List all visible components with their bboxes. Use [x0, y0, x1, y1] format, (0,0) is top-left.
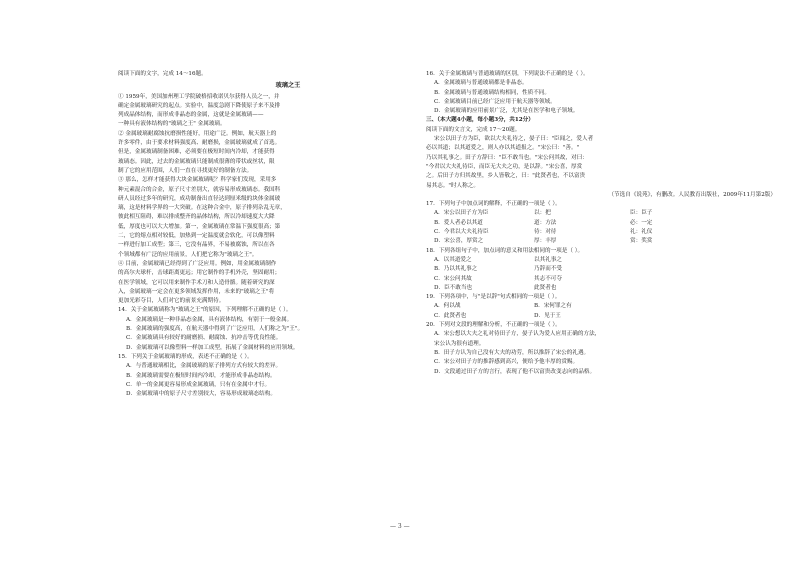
question-stem: 17．下列句子中加点词的解释，不正确的一项是（ ）。 — [426, 201, 561, 208]
options-table — [434, 302, 630, 321]
answer-option: C．单一的金属更容易形成金属玻璃，只有在金属中才行。 — [126, 381, 271, 388]
option-cell: C．今君以大夫礼待臣 — [434, 229, 489, 236]
option-cell: 以其礼事之 — [534, 256, 562, 263]
text-line: 但是，金属玻璃制备困难，必须要在极短时间内冷却，才能获得 — [118, 149, 275, 156]
text-line: 更加光彩夺目，人们对它的前景充满期待。 — [118, 298, 225, 305]
option-row — [434, 275, 630, 284]
option-row — [434, 219, 750, 228]
text-line: 种元素混合的合金，原子尺寸差别大，就容易形成玻璃态。我国科 — [118, 186, 281, 193]
answer-option: D．金属玻璃的应用前景广泛，尤其是在医学和电子领域。 — [434, 108, 579, 115]
option-cell: 其志不可夺 — [534, 275, 562, 282]
question-stem: 20．下列对文段的理解和分析，不正确的一项是（ ）。 — [426, 322, 561, 329]
answer-option: D．文段通过田子方的言行，表现了他不以富贵改变志向的品格。 — [434, 368, 596, 375]
text-line: 个领域都有广泛的应用前景，人们把它称为"玻璃之王"。 — [118, 251, 258, 258]
option-row — [434, 284, 630, 293]
text-line: 二，它的熔点相对较低，加热到一定温度就会软化，可以像塑料 — [118, 233, 275, 240]
question-17 — [426, 200, 776, 246]
text-line: 的高尔夫球杆，击球距离更远；用它制作的手机外壳，坚固耐用； — [118, 270, 281, 277]
option-cell: 以：把 — [534, 210, 551, 217]
text-line: 一种具有液体结构的"玻璃之王" 金属玻璃。 — [118, 121, 226, 128]
option-row — [434, 312, 630, 321]
option-cell: 臣：臣子 — [630, 210, 653, 217]
answer-option: 宋公认为很有道理。 — [434, 340, 485, 347]
text-line: 乃以其礼事之。田子方辞曰："臣不敢当也。"宋公问其故，对曰： — [426, 154, 588, 161]
option-cell: D．宋公喜，厚赏之 — [434, 238, 484, 245]
text-line: 玻璃态。因此，过去的金属玻璃只能制成很薄的带状或丝状，限 — [118, 158, 275, 165]
right-column — [426, 70, 776, 377]
text-line: 之。后田子方归其故里，乡人皆敬之，曰："此贤者也，不以富贵 — [426, 173, 586, 180]
option-cell: 道：方法 — [534, 219, 557, 226]
answer-option: A．宋公想以大夫之礼对待田子方，晏子认为爱人应用正确的方法， — [434, 331, 601, 338]
question-14 — [118, 306, 458, 352]
text-line: 彼此相互阻碍，难以排成整齐的晶体结构，所以冷却速度大大降 — [118, 214, 275, 221]
text-line: 列成晶体结构，而形成非晶态的金属，这就是金属玻璃—— — [118, 112, 264, 119]
section-heading: 三、（本大题4小题，每小题3分，共12分） — [426, 117, 534, 124]
answer-option: B．金属玻璃需要在极短时间内冷却，才能形成非晶态结构。 — [126, 372, 276, 379]
article-title: 玻璃之王 — [275, 82, 301, 90]
reading-instruction: 阅读下面的文言文，完成 17～20题。 — [426, 126, 521, 133]
classical-passage — [426, 135, 776, 200]
option-row — [434, 237, 750, 246]
answer-option: C．宋公对田子方的推辞感到高兴，便给予他丰厚的赏赐。 — [434, 359, 579, 366]
text-line: 在医学领域，它可以用来制作手术刀和人造骨骼。随着研究的深 — [118, 279, 275, 286]
options-table — [434, 209, 750, 246]
answer-option: D．金属玻璃中的原子尺寸差别较大，容易形成玻璃态结构。 — [126, 391, 276, 398]
answer-option: C．金属玻璃目前已经广泛应用于航天器等领域。 — [434, 98, 556, 105]
text-line: 宋公以田子方为臣，欲以大夫礼待之，晏子曰："臣闻之，爱人者 — [434, 136, 594, 143]
left-column — [118, 70, 458, 399]
option-cell: B．宋何罪之有 — [534, 303, 572, 310]
text-line: "今君以大夫礼待臣，而臣无大夫之功，是以辞。"宋公喜，厚赏 — [426, 163, 583, 170]
answer-option: A．金属玻璃与普通玻璃都是非晶态。 — [434, 80, 528, 87]
option-cell: 乃辞而不受 — [534, 266, 562, 273]
page-number: — 3 — — [390, 523, 410, 530]
question-16 — [426, 70, 776, 116]
option-cell: 待：对待 — [534, 229, 557, 236]
text-line: 研人员经过多年的研究，成功制备出直径达到厘米级的块体金属玻 — [118, 195, 281, 202]
option-row — [434, 265, 630, 274]
text-line: ④ 目前，金属玻璃已经得到了广泛应用。例如，用金属玻璃制作 — [118, 260, 277, 267]
option-cell: 必：一定 — [630, 219, 653, 226]
question-19 — [426, 293, 776, 321]
question-stem: 15．下列关于金属玻璃的形成，表述不正确的是（ ）。 — [118, 353, 253, 360]
option-cell: B．乃以其礼事之 — [434, 266, 478, 273]
answer-option: C．金属玻璃具有较好的耐磨损、耐腐蚀、抗冲击等优良性能。 — [126, 335, 282, 342]
option-cell: A．以其道爱之 — [434, 256, 472, 263]
text-line: 一样进行加工成型；第三，它没有晶界，不易被腐蚀，所以在各 — [118, 242, 275, 249]
option-cell: B．爱人者必以其道 — [434, 219, 483, 226]
text-line: ① 1959年，美国加州理工学院破格招收诺贝尔获得人员之一，并 — [118, 93, 280, 100]
option-row — [434, 228, 750, 237]
option-cell: 厚：丰厚 — [534, 238, 557, 245]
option-row — [434, 256, 630, 265]
text-line: 必以其道；以其道爱之，则人亦以其道报之。"宋公曰："善。" — [426, 145, 580, 152]
answer-option: A．金属玻璃是一种非晶态金属，具有液体结构，有别于一般金属。 — [126, 316, 293, 323]
question-stem: 14．关于金属玻璃称为"玻璃之王"的原因，下列理解不正确的是（ ）。 — [118, 307, 292, 314]
text-line: 璃，这是材料学界的一大突破。在这种合金中，原子排列杂乱无章， — [118, 205, 286, 212]
text-line: 易其志。"时人称之。 — [426, 182, 479, 189]
paragraph-1 — [118, 93, 458, 130]
paragraph-4 — [118, 260, 458, 306]
text-line: 低，厚度也可以大大增加。第一，金属玻璃在常温下强度很高；第 — [118, 223, 281, 230]
text-line: 制了它的应用范围，人们一直在寻找更好的制备方法。 — [118, 167, 253, 174]
option-cell: 礼：礼仪 — [630, 229, 653, 236]
answer-option: B．金属玻璃的强度高，在航天器中得到了广泛应用，人们称之为"王"。 — [126, 326, 304, 333]
question-20 — [426, 321, 776, 377]
option-row — [434, 209, 750, 218]
text-line: 确定金属玻璃研究的起点。实验中，温度急剧下降使原子来不及排 — [118, 102, 281, 109]
reading-instruction: 阅读下面的文字，完成 14～16题。 — [118, 71, 207, 77]
question-stem: 19．下列各项中，与"是以辞"句式相同的一项是（ ）。 — [426, 294, 561, 301]
text-line: 许多零件，由于要求材料强度高、耐磨损，金属玻璃就成了首选。 — [118, 140, 281, 147]
option-cell: C．宋公问其故 — [434, 275, 472, 282]
answer-option: B．金属玻璃与普通玻璃结构相同，性质不同。 — [434, 89, 550, 96]
answer-option: B．田子方认为自己没有大夫的功劳，所以推辞了宋公的礼遇。 — [434, 349, 590, 356]
text-line: ② 金属玻璃耐腐蚀抗磨损性能好，用途广泛。例如，航天器上的 — [118, 130, 277, 137]
option-cell: A．宋公以田子方为臣 — [434, 210, 489, 217]
option-cell: 赏：奖赏 — [630, 238, 653, 245]
option-cell: D．臣不敢当也 — [434, 284, 473, 291]
options-table — [434, 256, 630, 293]
text-line: 入，金属玻璃一定会在更多领域发挥作用，未来的"玻璃之王"将 — [118, 288, 275, 295]
option-row — [434, 302, 630, 311]
answer-option: D．金属玻璃可以像塑料一样加工成型，拓展了金属材料的应用领域。 — [126, 344, 299, 351]
paragraph-2 — [118, 130, 458, 176]
paragraph-3 — [118, 176, 458, 260]
passage-source: （节选自《说苑》，有删改。人民教育出版社，2009年11月第2版） — [608, 191, 776, 198]
answer-option: A．与普通玻璃相比，金属玻璃的原子排列方式有较大的差异。 — [126, 363, 282, 370]
question-stem: 16．关于金属玻璃与普通玻璃的区别，下列说法不正确的是（ ）。 — [426, 71, 589, 77]
option-cell: 此贤者也 — [534, 284, 557, 291]
question-18 — [426, 247, 776, 293]
option-cell: D．见于王 — [534, 312, 561, 319]
question-15 — [118, 353, 458, 399]
text-line: ③ 那么，怎样才能获得大块金属玻璃呢？科学家们发现，采用多 — [118, 177, 277, 184]
option-cell: C．此贤者也 — [434, 312, 467, 319]
question-stem: 18．下列各组句子中，加点词的意义和用法相同的一项是（ ）。 — [426, 247, 584, 254]
option-cell: A．何以战 — [434, 303, 461, 310]
